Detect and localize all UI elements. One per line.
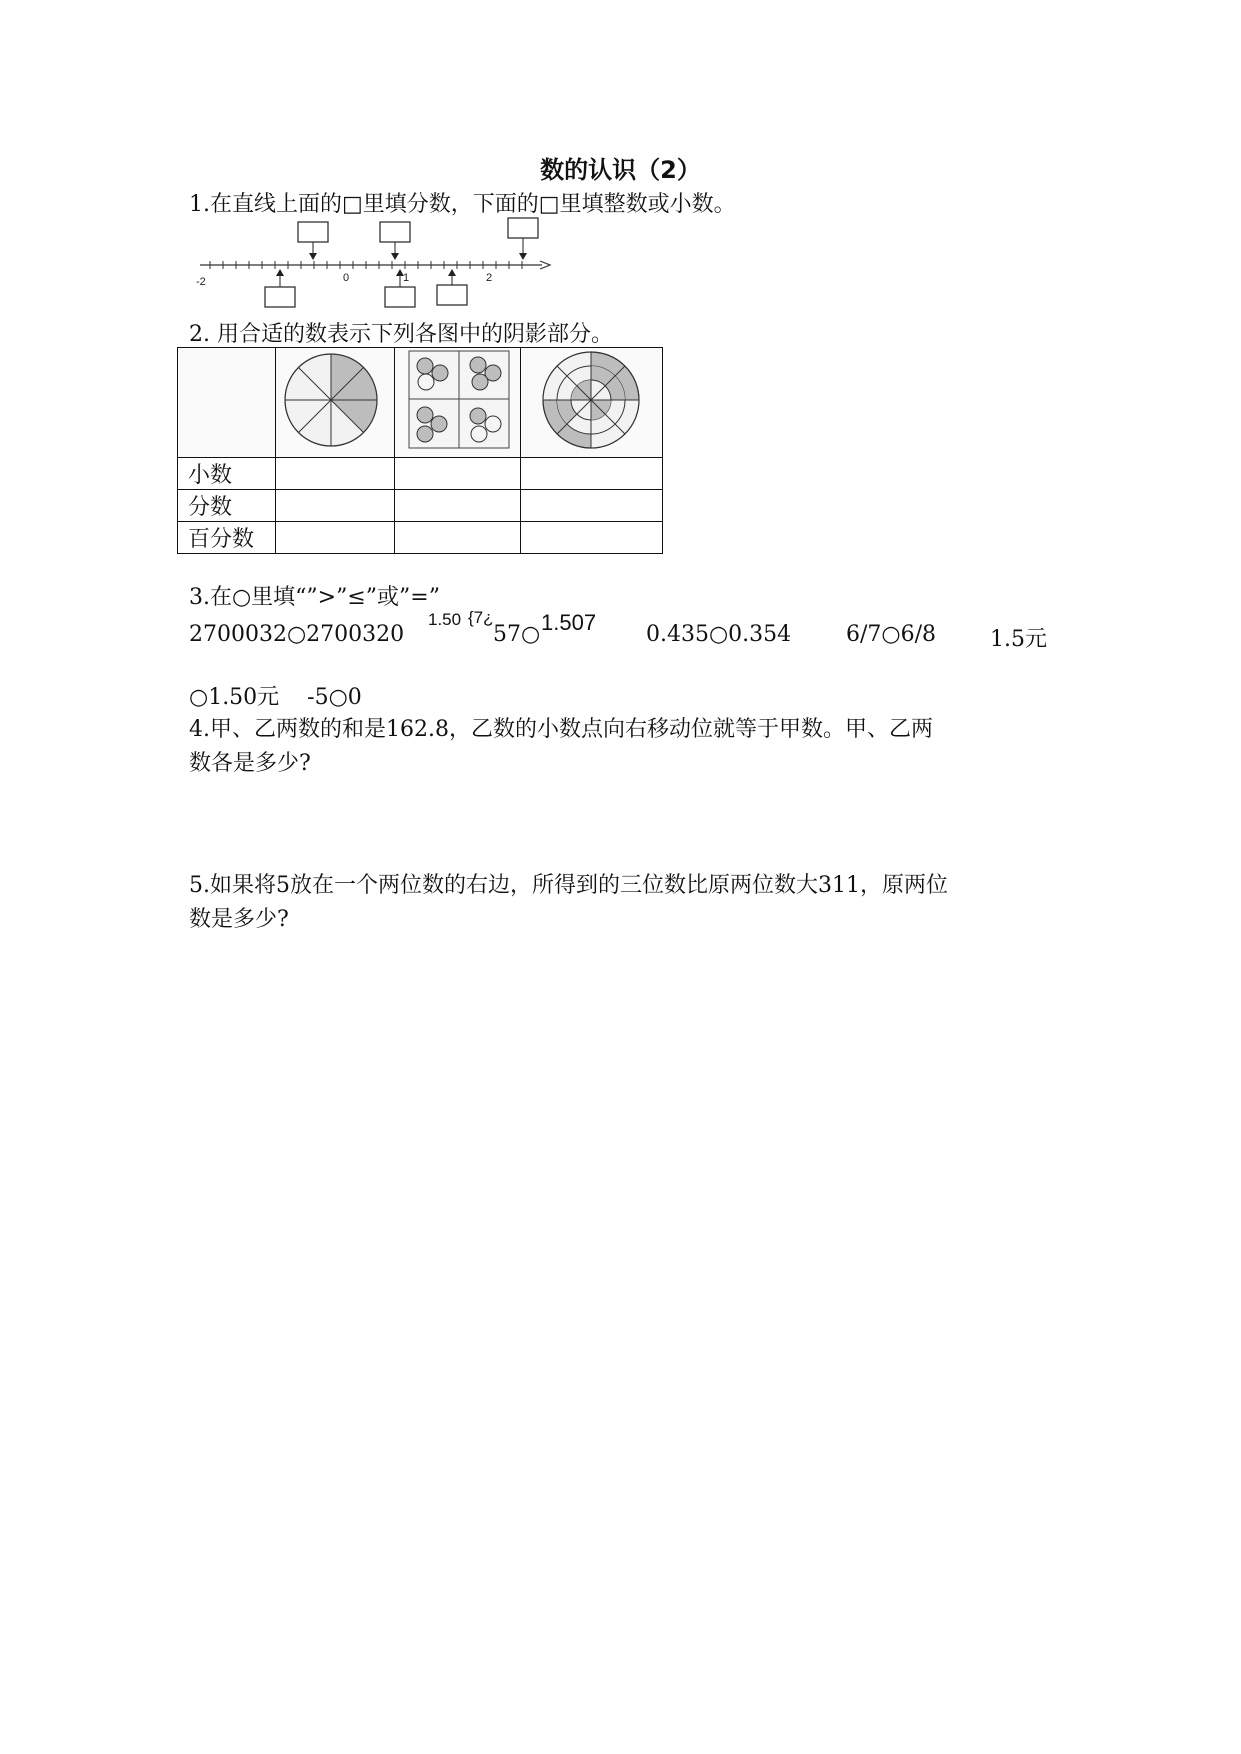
compare-item-2-main: 57○ <box>493 622 541 647</box>
shaded-rings-figure <box>521 348 662 451</box>
answer-cell[interactable] <box>276 490 395 522</box>
question-5-line-2: 数是多少? <box>189 907 289 932</box>
answer-table <box>177 347 663 554</box>
question-2-text: 2. 用合适的数表示下列各图中的阴影部分。 <box>189 322 613 347</box>
shaded-dots-figure <box>395 348 520 451</box>
answer-box-bottom-1 <box>265 287 295 307</box>
row-label-fraction: 分数 <box>178 490 276 522</box>
answer-cell[interactable] <box>276 522 395 554</box>
compare-item-4: 6/7○6/8 <box>846 622 937 647</box>
figure-circle-cell <box>276 348 395 458</box>
row-label-percent: 百分数 <box>178 522 276 554</box>
row-label-decimal: 小数 <box>178 458 276 490</box>
answer-cell[interactable] <box>395 458 521 490</box>
answer-box-top-3 <box>508 218 538 238</box>
tick-label-0: 0 <box>343 272 350 284</box>
compare-item-2-glyph: {7¿ <box>468 608 494 627</box>
question-3-text: 3.在○里填“”>”≤”或”=” <box>189 585 440 610</box>
answer-box-bottom-2 <box>385 287 415 307</box>
compare-line-2: ○1.50元 -5○0 <box>189 685 362 710</box>
answer-cell[interactable] <box>521 458 663 490</box>
page-title: 数的认识（2） <box>540 156 701 184</box>
compare-item-5: 1.5元 <box>990 627 1047 652</box>
number-line-figure <box>190 215 565 310</box>
answer-cell[interactable] <box>276 458 395 490</box>
question-4-line-2: 数各是多少? <box>189 751 311 776</box>
answer-cell[interactable] <box>395 490 521 522</box>
answer-cell[interactable] <box>521 522 663 554</box>
question-5-line-1: 5.如果将5放在一个两位数的右边，所得到的三位数比原两位数大311，原两位 <box>189 873 948 898</box>
table-corner-cell <box>178 348 276 458</box>
shaded-circle-figure <box>276 348 394 451</box>
tick-label-neg2: -2 <box>196 276 206 288</box>
tick-label-1: 1 <box>403 272 410 284</box>
answer-box-top-1 <box>298 222 328 242</box>
compare-item-1: 2700032○2700320 <box>189 622 405 647</box>
answer-cell[interactable] <box>395 522 521 554</box>
compare-item-2-repeating: 1.507 <box>541 610 597 635</box>
figure-dots-cell <box>395 348 521 458</box>
figure-rings-cell <box>521 348 663 458</box>
tick-label-2: 2 <box>486 272 493 284</box>
question-1-text: 1.在直线上面的□里填分数，下面的□里填整数或小数。 <box>189 192 736 217</box>
answer-box-top-2 <box>380 222 410 242</box>
compare-item-3: 0.435○0.354 <box>646 622 792 647</box>
compare-item-2-prefix: 1.50 <box>428 610 462 629</box>
answer-box-bottom-3 <box>437 285 467 305</box>
answer-cell[interactable] <box>521 490 663 522</box>
question-4-line-1: 4.甲、乙两数的和是162.8，乙数的小数点向右移动位就等于甲数。甲、乙两 <box>189 717 933 742</box>
